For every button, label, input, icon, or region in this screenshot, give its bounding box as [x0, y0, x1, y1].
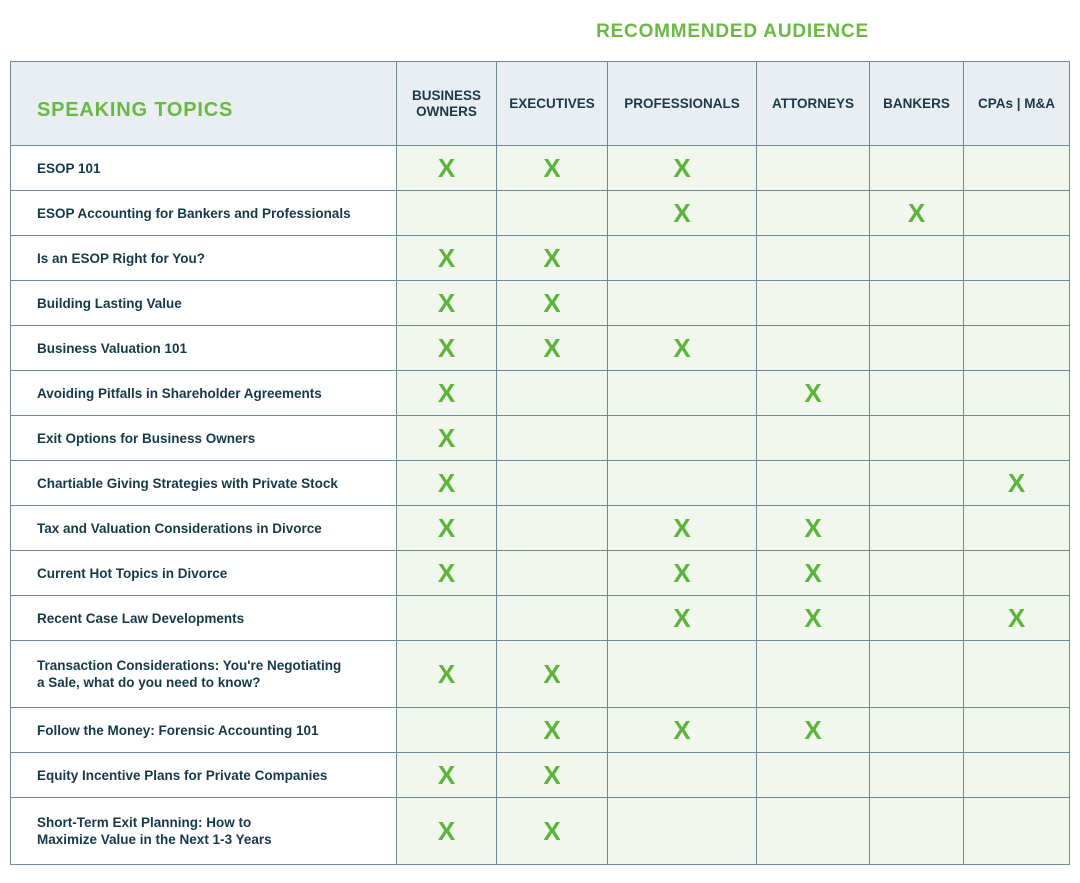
audience-cell — [397, 236, 497, 281]
table-row — [11, 326, 1070, 371]
check-x-mark: X — [673, 332, 691, 363]
audience-cell — [870, 798, 964, 865]
audience-cell — [397, 371, 497, 416]
audience-label-line1: BANKERS — [883, 95, 950, 111]
topic-label: Business Valuation 101 — [37, 340, 188, 356]
topic-label-line2: Maximize Value in the Next 1-3 Years — [37, 832, 272, 847]
audience-header — [397, 62, 497, 146]
table-row — [11, 506, 1070, 551]
check-x-mark: X — [1007, 602, 1026, 633]
audience-cell — [608, 798, 757, 865]
topic-cell — [11, 506, 397, 551]
check-x-mark: X — [437, 332, 456, 363]
topic-label: Recent Case Law Developments — [37, 610, 245, 626]
topic-cell — [11, 641, 397, 708]
speaking-topics-heading: SPEAKING TOPICS — [11, 62, 397, 146]
check-x-mark: X — [437, 422, 456, 453]
audience-cell — [870, 326, 964, 371]
audience-cell — [964, 461, 1070, 506]
audience-cell — [397, 596, 497, 641]
table-row — [11, 416, 1070, 461]
audience-cell — [964, 798, 1070, 865]
check-x-mark: X — [437, 658, 456, 689]
check-x-mark: X — [543, 815, 561, 846]
check-x-mark: X — [543, 332, 561, 363]
audience-cell — [964, 146, 1070, 191]
check-x-mark: X — [543, 152, 561, 183]
audience-cell — [757, 798, 870, 865]
audience-header — [608, 62, 757, 146]
check-x-mark: X — [437, 152, 456, 183]
topic-cell — [11, 326, 397, 371]
topic-label: Tax and Valuation Considerations in Divorce — [37, 520, 322, 536]
audience-cell — [870, 146, 964, 191]
audience-cell — [870, 596, 964, 641]
check-x-mark: X — [804, 377, 822, 408]
topic-cell — [11, 461, 397, 506]
audience-cell — [870, 371, 964, 416]
audience-cell — [608, 191, 757, 236]
topic-cell — [11, 416, 397, 461]
audience-cell — [964, 371, 1070, 416]
topic-label-line2: a Sale, what do you need to know? — [37, 675, 261, 690]
table-row — [11, 551, 1070, 596]
check-x-mark: X — [543, 759, 561, 790]
audience-cell — [964, 506, 1070, 551]
table-row — [11, 708, 1070, 753]
topic-cell — [11, 281, 397, 326]
audience-cell — [608, 281, 757, 326]
table-row — [11, 281, 1070, 326]
table-row — [11, 146, 1070, 191]
audience-cell — [497, 798, 608, 865]
audience-cell — [397, 326, 497, 371]
table-row — [11, 798, 1070, 865]
audience-cell — [397, 416, 497, 461]
topic-label: Short-Term Exit Planning: How to — [37, 815, 252, 830]
check-x-mark: X — [804, 602, 822, 633]
audience-cell — [757, 461, 870, 506]
audience-cell — [757, 551, 870, 596]
check-x-mark: X — [1007, 467, 1026, 498]
audience-cell — [757, 506, 870, 551]
audience-cell — [964, 596, 1070, 641]
check-x-mark: X — [543, 287, 561, 318]
check-x-mark: X — [673, 557, 691, 588]
audience-cell — [757, 641, 870, 708]
audience-cell — [608, 753, 757, 798]
check-x-mark: X — [437, 815, 456, 846]
check-x-mark: X — [543, 242, 561, 273]
audience-cell — [870, 641, 964, 708]
audience-cell — [870, 416, 964, 461]
topic-label: ESOP 101 — [37, 160, 101, 176]
check-x-mark: X — [543, 714, 561, 745]
audience-cell — [397, 461, 497, 506]
check-x-mark: X — [437, 557, 456, 588]
topic-label: Transaction Considerations: You're Negotiating — [37, 658, 342, 673]
audience-cell — [608, 506, 757, 551]
check-x-mark: X — [673, 714, 691, 745]
audience-cell — [870, 506, 964, 551]
audience-cell — [497, 281, 608, 326]
check-x-mark: X — [437, 759, 456, 790]
audience-cell — [397, 281, 497, 326]
topic-cell — [11, 236, 397, 281]
table-row — [11, 753, 1070, 798]
check-x-mark: X — [804, 714, 822, 745]
topic-cell — [11, 146, 397, 191]
audience-cell — [870, 551, 964, 596]
audience-cell — [497, 753, 608, 798]
audience-cell — [870, 191, 964, 236]
audience-cell — [870, 281, 964, 326]
check-x-mark: X — [673, 512, 691, 543]
audience-header — [757, 62, 870, 146]
audience-cell — [497, 146, 608, 191]
audience-cell — [497, 236, 608, 281]
audience-cell — [497, 641, 608, 708]
audience-cell — [608, 596, 757, 641]
audience-cell — [608, 708, 757, 753]
topic-cell — [11, 753, 397, 798]
table-row — [11, 236, 1070, 281]
audience-cell — [397, 146, 497, 191]
topic-label: Is an ESOP Right for You? — [37, 250, 206, 266]
check-x-mark: X — [673, 152, 691, 183]
audience-cell — [397, 641, 497, 708]
audience-cell — [497, 551, 608, 596]
audience-header — [497, 62, 608, 146]
table-row — [11, 191, 1070, 236]
audience-cell — [608, 551, 757, 596]
audience-cell — [397, 506, 497, 551]
table-row — [11, 641, 1070, 708]
check-x-mark: X — [437, 377, 456, 408]
audience-cell — [497, 371, 608, 416]
check-x-mark: X — [907, 197, 926, 228]
audience-label-line2: OWNERS — [416, 103, 477, 119]
topic-cell — [11, 191, 397, 236]
audience-cell — [757, 753, 870, 798]
audience-cell — [608, 371, 757, 416]
audience-cell — [757, 191, 870, 236]
audience-cell — [964, 551, 1070, 596]
audience-label-line1: ATTORNEYS — [771, 95, 854, 111]
audience-cell — [870, 236, 964, 281]
check-x-mark: X — [437, 467, 456, 498]
audience-cell — [397, 708, 497, 753]
header-row — [11, 62, 1070, 146]
check-x-mark: X — [437, 287, 456, 318]
audience-cell — [608, 641, 757, 708]
audience-cell — [870, 753, 964, 798]
table-row — [11, 596, 1070, 641]
audience-cell — [964, 753, 1070, 798]
topic-label: Building Lasting Value — [37, 295, 182, 311]
audience-cell — [497, 326, 608, 371]
audience-cell — [757, 281, 870, 326]
topic-cell — [11, 708, 397, 753]
check-x-mark: X — [673, 197, 691, 228]
topic-label: Current Hot Topics in Divorce — [37, 565, 228, 581]
audience-cell — [757, 596, 870, 641]
check-x-mark: X — [804, 512, 822, 543]
audience-cell — [397, 551, 497, 596]
audience-label-line1: BUSINESS — [411, 87, 482, 103]
audience-cell — [608, 236, 757, 281]
check-x-mark: X — [673, 602, 691, 633]
audience-cell — [497, 708, 608, 753]
audience-cell — [608, 461, 757, 506]
audience-cell — [964, 708, 1070, 753]
recommended-audience-title: RECOMMENDED AUDIENCE — [596, 21, 869, 42]
audience-cell — [757, 371, 870, 416]
audience-header — [964, 62, 1070, 146]
audience-cell — [757, 236, 870, 281]
audience-cell — [497, 461, 608, 506]
audience-label-line1: EXECUTIVES — [509, 95, 595, 111]
audience-cell — [397, 798, 497, 865]
audience-cell — [608, 416, 757, 461]
table-row — [11, 371, 1070, 416]
audience-cell — [964, 416, 1070, 461]
audience-cell — [964, 281, 1070, 326]
audience-cell — [757, 416, 870, 461]
topic-cell — [11, 798, 397, 865]
audience-cell — [870, 461, 964, 506]
audience-cell — [608, 146, 757, 191]
audience-label-line1: CPAs | M&A — [977, 95, 1056, 111]
audience-cell — [757, 326, 870, 371]
speaking-topics-table — [10, 61, 1070, 865]
audience-cell — [608, 326, 757, 371]
audience-cell — [397, 753, 497, 798]
check-x-mark: X — [437, 512, 456, 543]
audience-cell — [964, 191, 1070, 236]
topic-cell — [11, 596, 397, 641]
audience-cell — [870, 708, 964, 753]
topic-label: Chartiable Giving Strategies with Private Stock — [37, 475, 338, 491]
topic-label: Follow the Money: Forensic Accounting 101 — [37, 722, 319, 738]
topic-label: Exit Options for Business Owners — [37, 430, 256, 446]
audience-cell — [497, 596, 608, 641]
check-x-mark: X — [437, 242, 456, 273]
audience-cell — [964, 641, 1070, 708]
audience-cell — [497, 416, 608, 461]
audience-header — [870, 62, 964, 146]
table-row — [11, 461, 1070, 506]
topic-cell — [11, 371, 397, 416]
audience-cell — [397, 191, 497, 236]
audience-label-line1: PROFESSIONALS — [624, 95, 740, 111]
check-x-mark: X — [543, 658, 561, 689]
audience-cell — [497, 191, 608, 236]
audience-cell — [964, 236, 1070, 281]
audience-cell — [964, 326, 1070, 371]
topic-label: ESOP Accounting for Bankers and Professionals — [37, 205, 351, 221]
topic-label: Equity Incentive Plans for Private Companies — [37, 767, 328, 783]
check-x-mark: X — [804, 557, 822, 588]
topic-cell — [11, 551, 397, 596]
audience-cell — [757, 146, 870, 191]
topic-label: Avoiding Pitfalls in Shareholder Agreements — [37, 385, 322, 401]
audience-cell — [497, 506, 608, 551]
audience-cell — [757, 708, 870, 753]
